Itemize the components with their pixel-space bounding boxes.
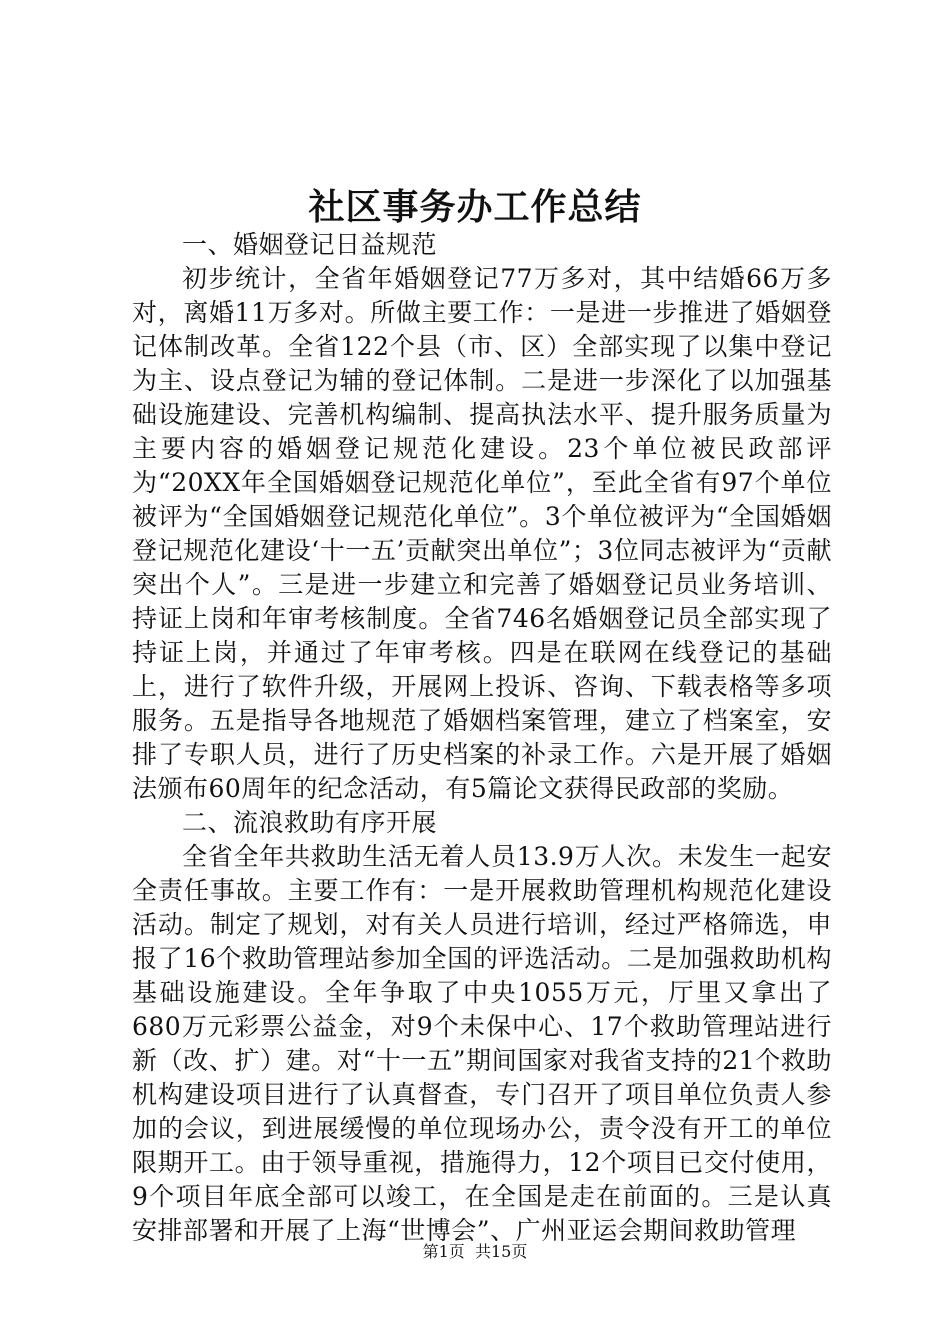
section-heading-rescue: 二、流浪救助有序开展 — [182, 808, 438, 837]
page-footer — [0, 1240, 950, 1264]
page-total: 共15页 — [474, 1242, 528, 1261]
section-heading-marriage: 一、婚姻登记日益规范 — [182, 230, 438, 259]
section-paragraph-marriage: 初步统计，全省年婚姻登记77万多对，其中结婚66万多对，离婚11万多对。所做主要工作：一是进一步推进了婚姻登记体制改革。全省122个县（市、区）全部实现了以集中登记为主、设点登记为辅的登记体制。二是进一步深化了以加强基础设施建设、完善机构编制、提高执法水平、提升服务质量为主要内容的婚姻登记规范化建设。23个单位被民政部评为“20XX年全国婚姻登记规范化单位”，至此全省有97个单位被评为“全国婚姻登记规范化单位”。3个单位被评为“全国婚姻登记规范化建设‘十一五’贡献突出单位”；3位同志被评为“贡献突出个人”。三是进一步建立和完善了婚姻登记员业务培训、持证上岗和年审考核制度。全省746名婚姻登记员全部实现了持证上岗，并通过了年审考核。四是在联网在线登记的基础上，进行了软件升级，开展网上投诉、咨询、下载表格等多项服务。五是指导各地规范了婚姻档案管理，建立了档案室，安排了专职人员，进行了历史档案的补录工作。六是开展了婚姻法颁布60周年的纪念活动，有5篇论文获得民政部的奖励。 — [132, 264, 832, 803]
page-number: 第1页 — [422, 1242, 465, 1261]
section-paragraph-rescue: 全省全年共救助生活无着人员13.9万人次。未发生一起安全责任事故。主要工作有：一是开展救助管理机构规范化建设活动。制定了规划，对有关人员进行培训，经过严格筛选，申报了16个救助管理站参加全国的评选活动。二是加强救助机构基础设施建设。全年争取了中央1055万元，厅里又拿出了680万元彩票公益金，对9个未保中心、17个救助管理站进行新（改、扩）建。对“十一五”期间国家对我省支持的21个救助机构建设项目进行了认真督查，专门召开了项目单位负责人参加的会议，到进展缓慢的单位现场办公，责令没有开工的单位限期开工。由于领导重视，措施得力，12个项目已交付使用，9个项目年底全部可以竣工，在全国是走在前面的。三是认真安排部署和开展了上海“世博会”、广州亚运会期间救助管理 — [132, 842, 832, 1245]
document-title: 社区事务办工作总结 — [308, 186, 642, 228]
document-body — [132, 228, 832, 1248]
